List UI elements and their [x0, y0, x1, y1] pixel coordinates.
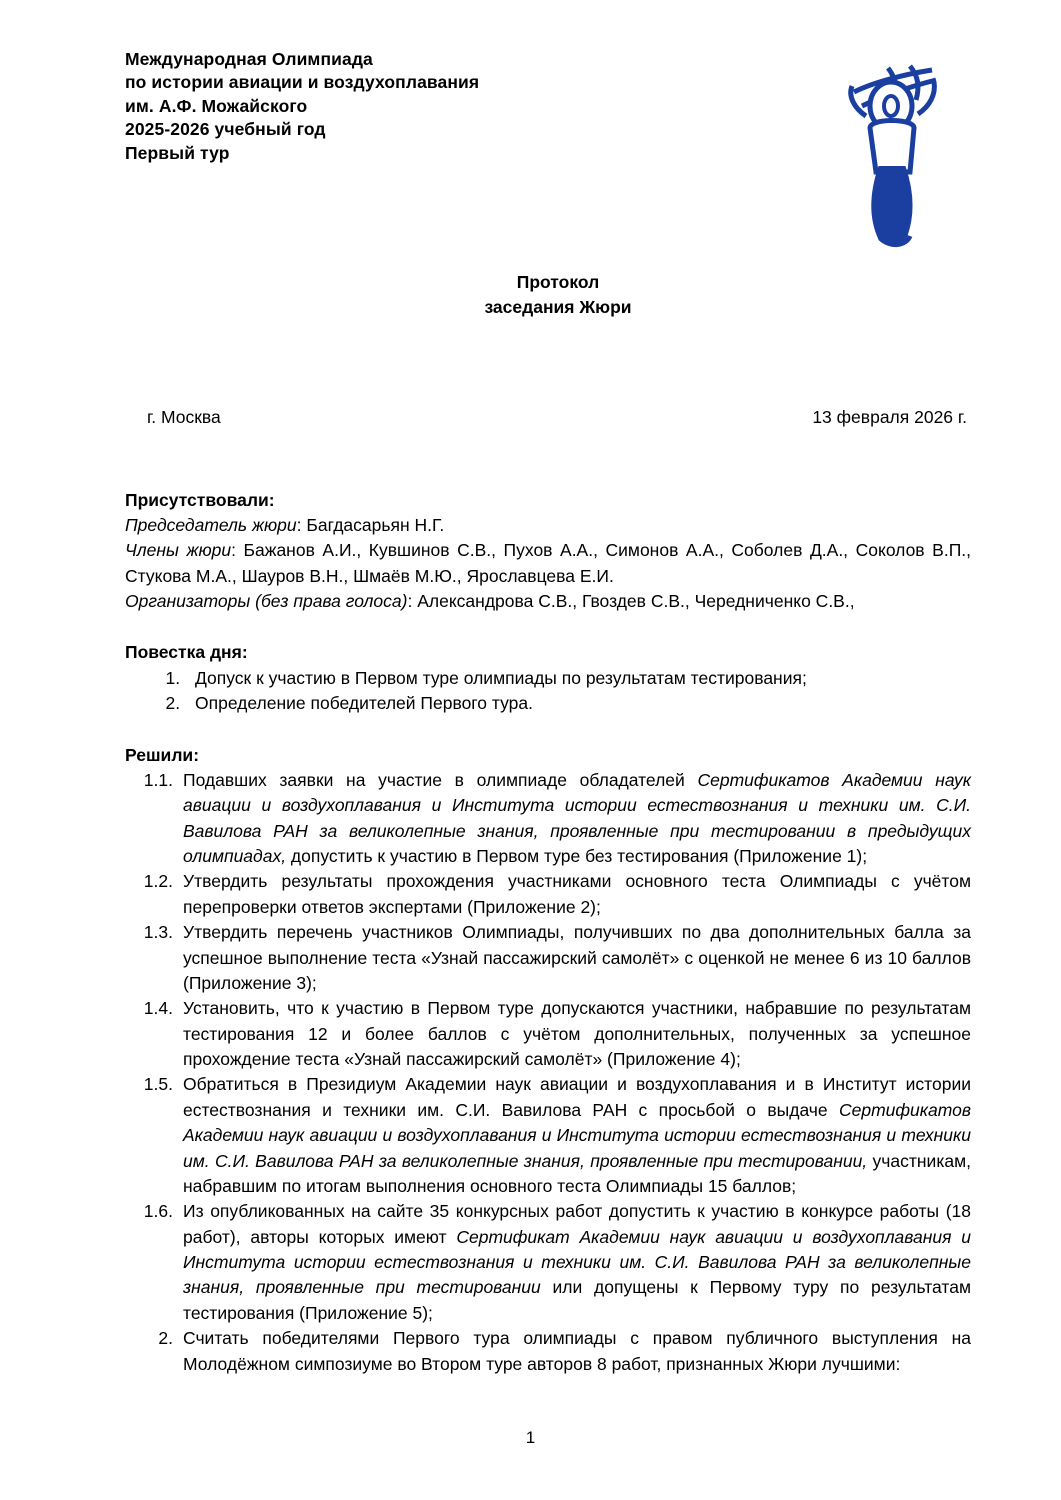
decision-item	[125, 920, 971, 996]
organizers-line	[125, 589, 971, 614]
decision-text-run: Из опубликованных на сайте 35 конкурсных работ допустить к участию в конкурсе работы (18 работ), авторы которых имеют	[183, 1201, 971, 1247]
city-label: г. Москва	[147, 407, 221, 427]
chairperson-value: : Багдасарьян Н.Г.	[296, 514, 445, 535]
decision-number: 2.	[158, 1328, 173, 1349]
decision-item	[125, 1199, 971, 1326]
decisions-section	[125, 743, 971, 1377]
decision-number: 1.4.	[143, 998, 173, 1019]
decision-text-run: или допущены к Первому туру по результатам тестирования (Приложение 5);	[183, 1277, 971, 1323]
decision-number: 1.5.	[143, 1074, 173, 1095]
jury-members-label: Члены жюри	[125, 540, 232, 561]
decision-number: 1.2.	[143, 871, 173, 892]
decision-text-run: Обратиться в Президиум Академии наук авиации и воздухоплавания и в Институт истории естествознания и техники им. С.И. Вавилова РАН с просьбой о выдаче	[183, 1074, 971, 1120]
agenda-heading: Повестка дня:	[125, 642, 248, 663]
decision-text	[183, 1199, 971, 1326]
decision-text	[183, 996, 971, 1072]
attendees-heading: Присутствовали:	[125, 489, 275, 510]
decision-item	[125, 1072, 971, 1199]
org-line-3: им. А.Ф. Можайского	[125, 95, 308, 116]
agenda-section	[125, 640, 971, 716]
org-line-1: Международная Олимпиада	[125, 49, 373, 69]
decision-text-italic-run: Сертификат Академии наук авиации и воздухоплавания и Института истории естествознания и техники им. С.И. Вавилова РАН за великолепные знания, проявленные при тестировании	[183, 1226, 972, 1298]
decision-text-run: допустить к участию в Первом туре без тестирования (Приложение 1);	[286, 846, 868, 866]
decision-text-run: участникам, набравшим по итогам выполнения основного теста Олимпиады 15 баллов;	[183, 1150, 971, 1196]
organizers-label: Организаторы (без права голоса)	[125, 591, 408, 611]
decision-text-run: Считать победителями Первого тура олимпиады с правом публичного выступления на Молодёжном симпозиуме во Втором туре авторов 8 работ, признанных Жюри лучшими:	[183, 1328, 971, 1374]
decision-number: 1.6.	[143, 1201, 173, 1222]
decisions-list	[125, 768, 971, 1377]
chairperson-line	[125, 513, 971, 538]
organization-title	[125, 48, 745, 165]
decision-text	[183, 1072, 971, 1199]
decision-text	[183, 869, 971, 920]
decision-text	[183, 920, 971, 996]
document-title-line-1: Протокол	[516, 272, 600, 292]
decision-text-run: Установить, что к участию в Первом туре допускаются участники, набравшие по результатам тестирования 12 и более баллов с учётом дополнительных, полученных за успешное прохождение теста «Узнай пассажирский самолёт» (Приложение 4);	[183, 998, 971, 1069]
org-line-5: Первый тур	[125, 142, 230, 163]
decision-text	[183, 768, 971, 870]
document-title	[125, 270, 971, 319]
decision-item	[125, 996, 971, 1072]
date-label: 13 февраля 2026 г.	[812, 407, 967, 427]
decision-text-run: Утвердить результаты прохождения участниками основного теста Олимпиады с учётом перепроверки ответов экспертами (Приложение 2);	[183, 871, 971, 917]
place-and-date	[125, 405, 971, 430]
org-line-2: по истории авиации и воздухоплавания	[125, 72, 480, 93]
chairperson-label: Председатель жюри	[125, 514, 297, 535]
jury-members-value: : Бажанов А.И., Кувшинов С.В., Пухов А.А., Симонов А.А., Соболев Д.А., Соколов В.П., Стукова М.А., Шауров В.Н., Шмаёв М.Ю., Ярославцева Е.И.	[125, 540, 971, 586]
decision-text	[183, 1326, 971, 1377]
document-title-line-2: заседания Жюри	[484, 296, 632, 317]
decision-text-run: Подавших заявки на участие в олимпиаде обладателей	[183, 769, 698, 790]
decision-number: 1.3.	[143, 922, 173, 943]
decision-item	[125, 1326, 971, 1377]
aviation-olympiad-logo-icon	[836, 56, 951, 251]
jury-members-line	[125, 538, 971, 589]
organizers-value: : Александрова С.В., Гвоздев С.В., Чередниченко С.В.,	[407, 591, 855, 611]
decision-item	[125, 768, 971, 870]
decision-number: 1.1.	[143, 769, 173, 790]
attendees-section	[125, 488, 971, 615]
decision-text-italic-run: Сертификатов Академии наук авиации и воздухоплавания и Института истории естествознания и техники им. С.И. Вавилова РАН за великолепные знания, проявленные при тестировании в предыдущих олимпиадах,	[183, 769, 971, 866]
agenda-item: 1. Допуск к участию в Первом туре олимпиады по результатам тестирования;	[185, 666, 971, 691]
org-line-4: 2025-2026 учебный год	[125, 119, 326, 140]
decision-item	[125, 869, 971, 920]
page-number: 1	[525, 1428, 536, 1447]
decision-text-italic-run: Сертификатов Академии наук авиации и воздухоплавания и Института истории естествознания и техники им. С.И. Вавилова РАН за великолепные знания, проявленные при тестировании,	[183, 1099, 971, 1171]
agenda-item: 2. Определение победителей Первого тура.	[185, 691, 971, 716]
document-header	[125, 48, 971, 218]
agenda-list	[125, 666, 971, 717]
decision-text-run: Утвердить перечень участников Олимпиады, получивших по два дополнительных балла за успешное выполнение теста «Узнай пассажирский самолёт» с оценкой не менее 6 из 10 баллов (Приложение 3);	[183, 922, 971, 993]
decisions-heading: Решили:	[125, 744, 200, 765]
